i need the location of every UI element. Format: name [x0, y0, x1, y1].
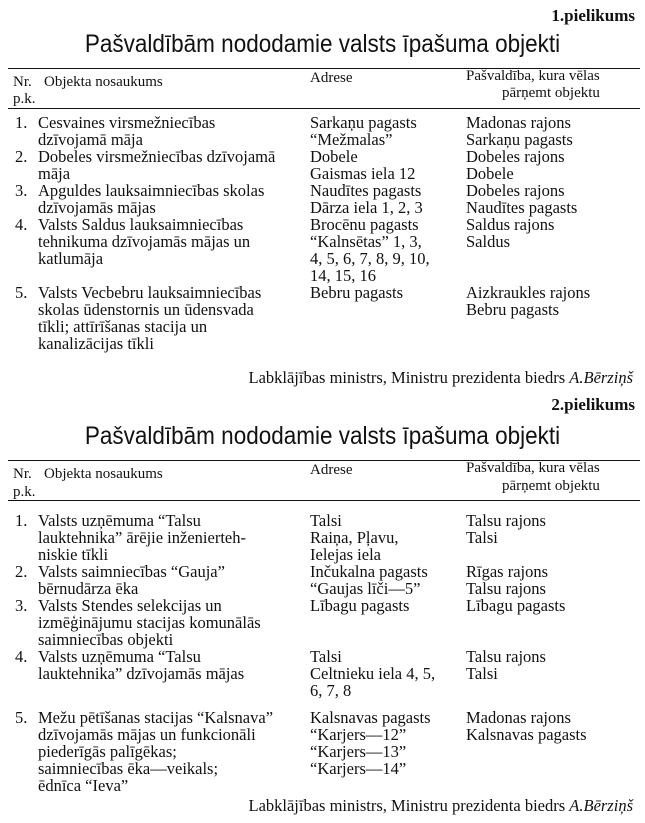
- row-address-line: 4, 5, 6, 7, 8, 9, 10,: [310, 249, 430, 268]
- header-municipality: Pašvaldība, kura vēlas: [466, 68, 600, 84]
- row-municipality-line: Aizkraukles rajons: [466, 283, 591, 302]
- row-name-line: Apguldes lauksaimniecības skolas: [38, 181, 265, 200]
- header-nr: Nr.: [13, 466, 32, 482]
- header-nr: Nr.: [13, 74, 32, 90]
- row-municipality-line: Madonas rajons: [466, 708, 571, 727]
- row-name-line: dzīvojamā māja: [38, 130, 143, 149]
- row-address-line: Brocēnu pagasts: [310, 215, 419, 234]
- row-number: 1.: [15, 113, 28, 132]
- row-address-line: Sarkaņu pagasts: [310, 113, 417, 132]
- row-name-line: lauktehnika” dzīvojamās mājas: [38, 664, 245, 683]
- row-address-line: “Karjers—14”: [310, 759, 407, 778]
- row-number: 3.: [15, 596, 28, 615]
- row-name-line: bērnudārza ēka: [38, 579, 139, 598]
- row-number: 5.: [15, 283, 28, 302]
- row-name-line: saimniecības ēka—veikals;: [38, 759, 219, 778]
- row-number: 2.: [15, 562, 28, 581]
- header-name: Objekta nosaukums: [44, 466, 163, 482]
- table-header-rule: [8, 108, 640, 109]
- row-name-line: Valsts saimniecības “Gauja”: [38, 562, 225, 581]
- row-municipality-line: Rīgas rajons: [466, 562, 549, 581]
- row-name-line: niskie tīkli: [38, 545, 109, 564]
- row-name-line: tīkli; attīrīšanas stacija un: [38, 317, 208, 336]
- header-address: Adrese: [310, 70, 353, 86]
- row-number: 5.: [15, 708, 28, 727]
- row-name-line: dzīvojamās mājas: [38, 198, 156, 217]
- row-name-line: piederīgās palīgēkas;: [38, 742, 177, 761]
- signature-text: Labklājības ministrs, Ministru prezidenta biedrs: [248, 796, 570, 815]
- row-name-line: izmēģinājumu stacijas komunālās: [38, 613, 261, 632]
- row-address-line: Bebru pagasts: [310, 283, 404, 302]
- row-municipality-line: Sarkaņu pagasts: [466, 130, 573, 149]
- row-address-line: 6, 7, 8: [310, 681, 352, 700]
- row-municipality-line: Talsi: [466, 664, 498, 683]
- table-header-rule: [8, 500, 640, 501]
- row-name-line: Valsts Saldus lauksaimniecības: [38, 215, 244, 234]
- row-address-line: Kalsnavas pagasts: [310, 708, 431, 727]
- row-address-line: Inčukalna pagasts: [310, 562, 428, 581]
- row-number: 4.: [15, 215, 28, 234]
- header-municipality-line2: pārņemt objektu: [502, 85, 600, 101]
- row-address-line: Dārza iela 1, 2, 3: [310, 198, 423, 217]
- row-address-line: Talsi: [310, 647, 342, 666]
- section-title: Pašvaldībām nododamie valsts īpašuma objekti: [84, 422, 561, 450]
- row-number: 1.: [15, 511, 28, 530]
- row-address-line: “Mežmalas”: [310, 130, 393, 149]
- signature-text: Labklājības ministrs, Ministru prezidenta biedrs: [248, 368, 570, 387]
- row-name-line: Valsts uzņēmuma “Talsu: [38, 511, 201, 530]
- row-municipality-line: Talsu rajons: [466, 647, 546, 666]
- signature: [249, 796, 634, 816]
- row-name-line: dzīvojamās mājas un funkcionāli: [38, 725, 256, 744]
- row-address-line: 14, 15, 16: [310, 266, 376, 285]
- row-municipality-line: Kalsnavas pagasts: [466, 725, 587, 744]
- annex-label: 1.pielikums: [551, 6, 635, 25]
- row-name-line: Mežu pētīšanas stacijas “Kalsnava”: [38, 708, 274, 727]
- row-municipality-line: Naudītes pagasts: [466, 198, 578, 217]
- row-name-line: katlumāja: [38, 249, 104, 268]
- row-name-line: skolas ūdenstornis un ūdensvada: [38, 300, 254, 319]
- row-name-line: Dobeles virsmežniecības dzīvojamā: [38, 147, 276, 166]
- row-number: 3.: [15, 181, 28, 200]
- row-address-line: Lībagu pagasts: [310, 596, 410, 615]
- row-municipality-line: Saldus rajons: [466, 215, 555, 234]
- row-address-line: Ielejas iela: [310, 545, 381, 564]
- row-address-line: “Karjers—13”: [310, 742, 407, 761]
- header-name: Objekta nosaukums: [44, 74, 163, 90]
- row-name-line: Valsts uzņēmuma “Talsu: [38, 647, 201, 666]
- row-name-line: saimniecības objekti: [38, 630, 174, 649]
- signature: [249, 368, 634, 388]
- signature-name: A.Bērziņš: [569, 368, 633, 387]
- row-name-line: lauktehnika” ārējie inženierteh-: [38, 528, 246, 547]
- row-municipality-line: Saldus: [466, 232, 511, 251]
- row-municipality-line: Dobeles rajons: [466, 147, 565, 166]
- row-municipality-line: Bebru pagasts: [466, 300, 560, 319]
- section-title: Pašvaldībām nododamie valsts īpašuma objekti: [84, 30, 561, 58]
- row-address-line: “Karjers—12”: [310, 725, 407, 744]
- row-number: 2.: [15, 147, 28, 166]
- header-pk: p.k.: [13, 484, 36, 500]
- row-address-line: Dobele: [310, 147, 358, 166]
- signature-name: A.Bērziņš: [569, 796, 633, 815]
- header-municipality: Pašvaldība, kura vēlas: [466, 460, 600, 476]
- row-address-line: Gaismas iela 12: [310, 164, 416, 183]
- row-name-line: Valsts Vecbebru lauksaimniecības: [38, 283, 262, 302]
- row-address-line: Naudītes pagasts: [310, 181, 422, 200]
- row-municipality-line: Madonas rajons: [466, 113, 571, 132]
- header-pk: p.k.: [13, 91, 36, 107]
- row-number: 4.: [15, 647, 28, 666]
- row-name-line: ēdnīca “Ieva”: [38, 776, 129, 795]
- row-address-line: “Kalnsētas” 1, 3,: [310, 232, 422, 251]
- row-municipality-line: Talsi: [466, 528, 498, 547]
- row-name-line: kanalizācijas tīkli: [38, 334, 154, 353]
- row-municipality-line: Dobele: [466, 164, 514, 183]
- row-name-line: tehnikuma dzīvojamās mājas un: [38, 232, 251, 251]
- header-municipality-line2: pārņemt objektu: [502, 478, 600, 494]
- row-address-line: Raiņa, Pļavu,: [310, 528, 399, 547]
- row-address-line: Talsi: [310, 511, 342, 530]
- row-name-line: Valsts Stendes selekcijas un: [38, 596, 222, 615]
- header-address: Adrese: [310, 462, 353, 478]
- row-address-line: “Gaujas līči—5”: [310, 579, 421, 598]
- annex-label: 2.pielikums: [551, 395, 635, 414]
- row-name-line: Cesvaines virsmežniecības: [38, 113, 216, 132]
- row-municipality-line: Dobeles rajons: [466, 181, 565, 200]
- row-municipality-line: Talsu rajons: [466, 579, 546, 598]
- row-municipality-line: Lībagu pagasts: [466, 596, 566, 615]
- row-address-line: Celtnieku iela 4, 5,: [310, 664, 436, 683]
- row-name-line: māja: [38, 164, 71, 183]
- row-municipality-line: Talsu rajons: [466, 511, 546, 530]
